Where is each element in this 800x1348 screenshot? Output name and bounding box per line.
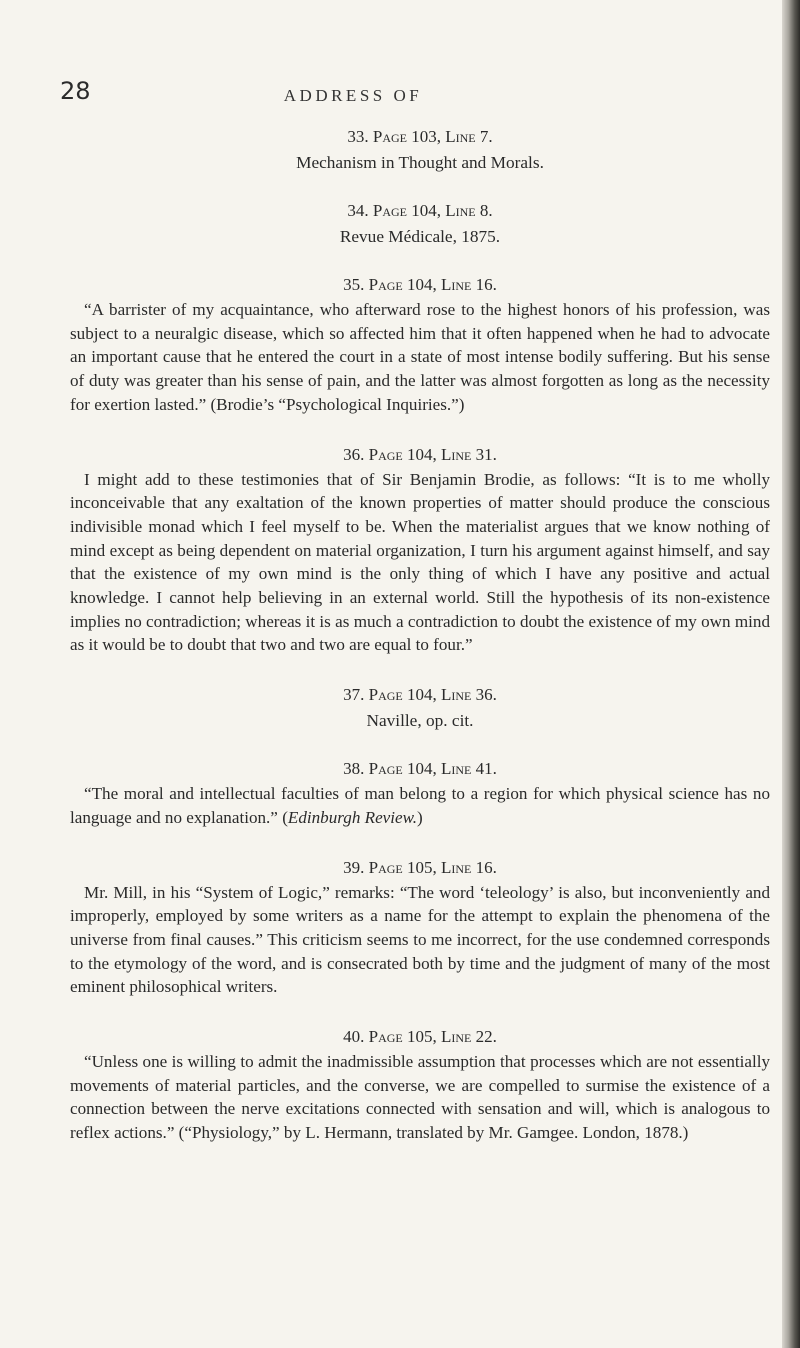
- note-heading: 34. Page 104, Line 8.: [347, 201, 493, 220]
- note-text: Revue Médicale, 1875.: [339, 227, 501, 246]
- note-39: [70, 855, 770, 1000]
- source-open: (: [282, 807, 288, 827]
- note-35: [70, 272, 770, 417]
- note-38: [70, 756, 770, 829]
- source-title: Edinburgh Review.: [287, 807, 418, 827]
- source-close: ): [417, 807, 423, 827]
- quote-text: “The moral and intellectual faculties of man belong to a region for which physical science has no language and no explanation.”: [70, 784, 770, 827]
- note-text: Naville, op. cit.: [366, 711, 474, 731]
- note-text: “A barrister of my acquaintance, who afterward rose to the highest honors of his profession, was subject to a neuralgic disease, which so affected him that it often happened when he had to advocate an important cause that he entered the court in a state of most intense bodily suffering. But his sense of duty was greater than his sense of pain, and the latter was almost forgotten as long as the necessity for exertion lasted.” (Brodie’s “Psychological Inquiries.”): [70, 300, 770, 414]
- note-37: [70, 682, 770, 734]
- note-heading: 35. Page 104, Line 16.: [343, 275, 497, 294]
- note-heading: 40. Page 105, Line 22.: [343, 1027, 497, 1047]
- note-text: I might add to these testimonies that of Sir Benjamin Brodie, as follows: “It is to me wholly inconceivable that any exaltation of the known properties of matter should produce the conscious indivisible monad which I feel myself to be. When the materialist argues that we know nothing of mind except as being dependent on material organization, I turn his argument against himself, and say that the existence of my own mind is the only thing of which I have any positive and actual knowledge. I cannot help believing in an external world. Still the hypothesis of its non-existence implies no contradiction; whereas it is as much a contradiction to doubt the existence of my own mind as it would be to doubt that two and two are equal to four.”: [70, 469, 770, 655]
- note-36: [70, 442, 770, 658]
- note-text-with-source: [70, 782, 770, 829]
- note-heading: 38. Page 104, Line 41.: [343, 759, 497, 779]
- note-text: Mr. Mill, in his “System of Logic,” remarks: “The word ‘teleology’ is also, but inconveniently and improperly, employed by some writers as a name for the attempt to explain the phenomena of the universe from final causes.” This criticism seems to me incorrect, for the use condemned corresponds to the etymology of the word, and is consecrated both by time and the judgment of many of the most eminent philosophical writers.: [70, 882, 770, 997]
- note-heading: 39. Page 105, Line 16.: [343, 857, 497, 877]
- note-40: [70, 1024, 770, 1145]
- notes-list: [70, 124, 770, 1170]
- note-34: [70, 198, 770, 250]
- page-number: 28: [60, 77, 91, 105]
- note-33: [70, 124, 770, 176]
- note-heading: 33. Page 103, Line 7.: [347, 127, 493, 146]
- note-heading: 37. Page 104, Line 36.: [343, 685, 497, 705]
- note-text: “Unless one is willing to admit the inadmissible assumption that processes which are not essentially movements of material particles, and the converse, we are compelled to surmise the existence of a connection between the nerve excitations connected with sensation and will, which is analogous to reflex actions.” (“Physiology,” by L. Hermann, translated by Mr. Gamgee. London, 1878.): [70, 1052, 770, 1143]
- running-head: ADDRESS OF: [283, 86, 423, 105]
- note-heading: 36. Page 104, Line 31.: [343, 444, 497, 464]
- note-text: Mechanism in Thought and Morals.: [296, 153, 544, 172]
- page-edge-shadow: [782, 0, 800, 1348]
